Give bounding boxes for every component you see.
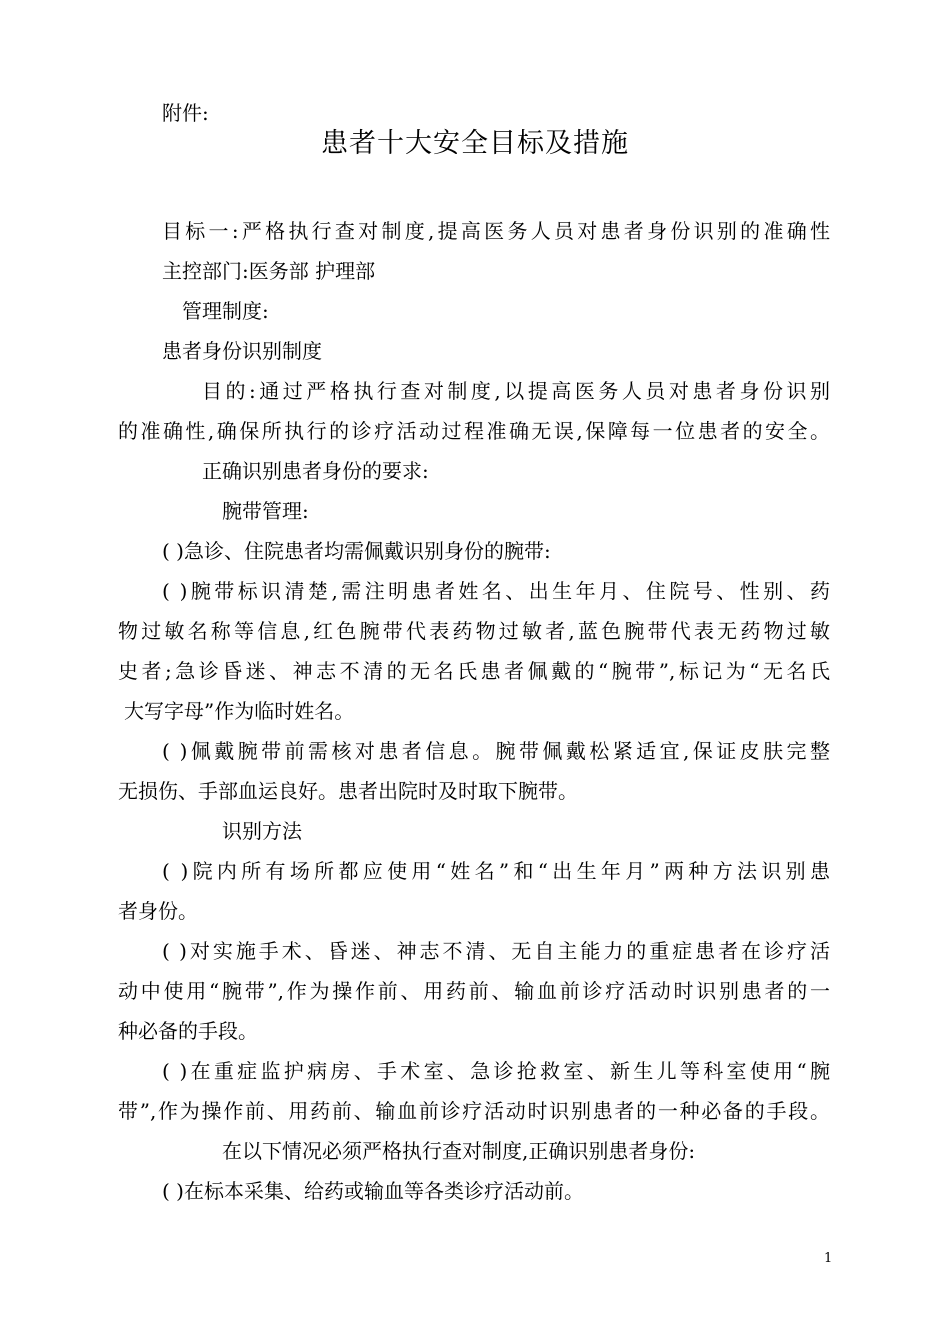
management-system-label: 管理制度: bbox=[182, 299, 269, 323]
wristband-item-1: ( )急诊、住院患者均需佩戴识别身份的腕带: bbox=[162, 539, 551, 563]
attachment-label: 附件: bbox=[162, 101, 209, 125]
method-item-2-line-1: ( )对实施手术、昏迷、神志不清、无自主能力的重症患者在诊疗活 bbox=[162, 939, 830, 963]
method-item-1-line-2: 者身份。 bbox=[118, 899, 198, 923]
responsible-department: 主控部门:医务部 护理部 bbox=[162, 259, 376, 283]
wristband-item-3-line-2: 无损伤、手部血运良好。患者出院时及时取下腕带。 bbox=[118, 779, 578, 803]
page-number: 1 bbox=[824, 1251, 833, 1266]
purpose-line-2: 的准确性,确保所执行的诊疗活动过程准确无误,保障每一位患者的安全。 bbox=[118, 419, 830, 443]
requirements-heading: 正确识别患者身份的要求: bbox=[202, 459, 429, 483]
wristband-item-2-line-4: 大写字母”作为临时姓名。 bbox=[124, 699, 355, 723]
wristband-item-2-line-3: 史者;急诊昏迷、神志不清的无名氏患者佩戴的“腕带”,标记为“无名氏 bbox=[118, 659, 830, 683]
situation-item-1: ( )在标本采集、给药或输血等各类诊疗活动前。 bbox=[162, 1179, 584, 1203]
wristband-heading: 腕带管理: bbox=[222, 499, 309, 523]
situations-heading: 在以下情况必须严格执行查对制度,正确识别患者身份: bbox=[222, 1139, 696, 1163]
method-item-3-line-2: 带”,作为操作前、用药前、输血前诊疗活动时识别患者的一种必备的手段。 bbox=[118, 1099, 830, 1123]
document-title: 患者十大安全目标及措施 bbox=[321, 128, 629, 159]
wristband-item-3-line-1: ( )佩戴腕带前需核对患者信息。腕带佩戴松紧适宜,保证皮肤完整 bbox=[162, 739, 830, 763]
method-item-1-line-1: ( )院内所有场所都应使用“姓名”和“出生年月”两种方法识别患 bbox=[162, 859, 830, 883]
method-item-2-line-3: 种必备的手段。 bbox=[118, 1019, 258, 1043]
policy-name: 患者身份识别制度 bbox=[162, 339, 322, 363]
wristband-item-2-line-1: ( )腕带标识清楚,需注明患者姓名、出生年月、住院号、性别、药 bbox=[162, 579, 830, 603]
wristband-item-2-line-2: 物过敏名称等信息,红色腕带代表药物过敏者,蓝色腕带代表无药物过敏 bbox=[118, 619, 830, 643]
method-item-3-line-1: ( )在重症监护病房、手术室、急诊抢救室、新生儿等科室使用“腕 bbox=[162, 1059, 830, 1083]
method-item-2-line-2: 动中使用“腕带”,作为操作前、用药前、输血前诊疗活动时识别患者的一 bbox=[118, 979, 830, 1003]
goal-heading: 目标一:严格执行查对制度,提高医务人员对患者身份识别的准确性 bbox=[162, 219, 830, 243]
purpose-line-1: 目的:通过严格执行查对制度,以提高医务人员对患者身份识别 bbox=[202, 379, 830, 403]
identification-method-heading: 识别方法 bbox=[222, 819, 302, 843]
